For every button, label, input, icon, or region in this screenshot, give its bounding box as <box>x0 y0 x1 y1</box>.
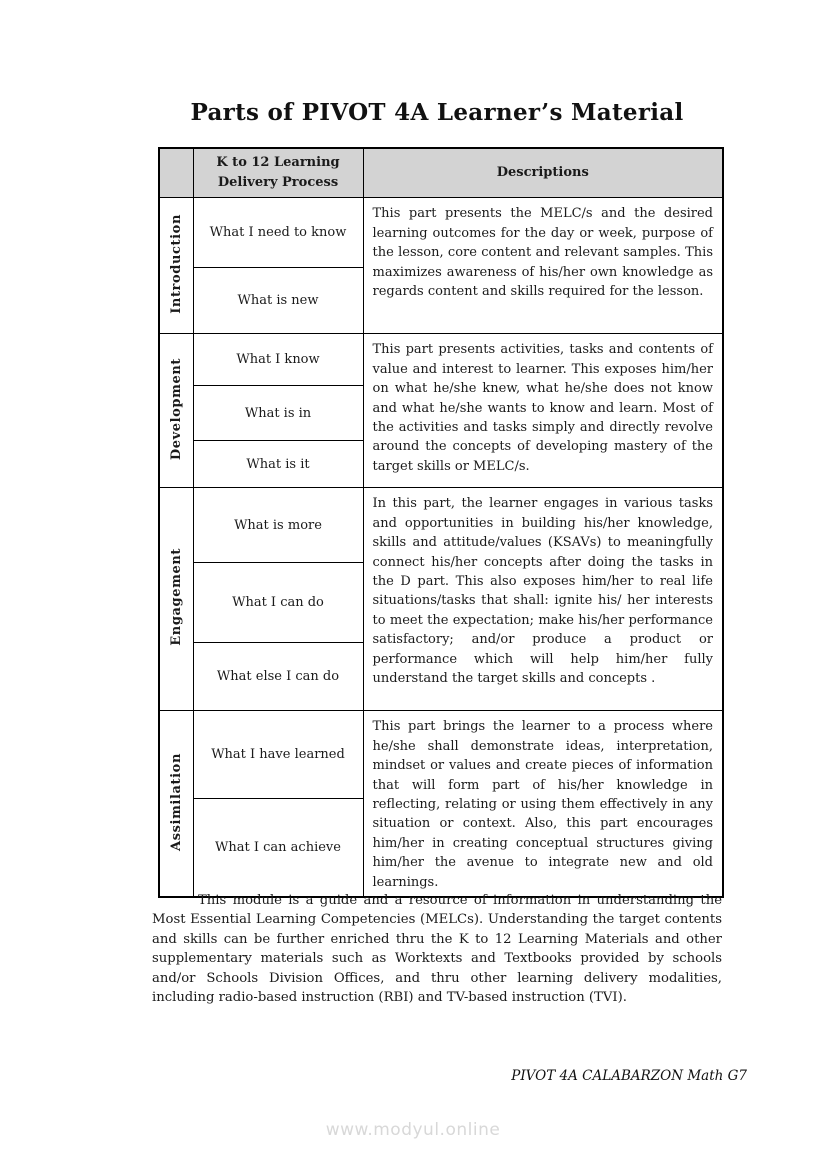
section-label-engagement: Engagement <box>168 548 184 647</box>
parts-table <box>158 147 724 898</box>
description-cell-development: This part presents activities, tasks and contents of value and interest to learner. This exposes him/her on what he/she knew, what he/she does not know and what he/she wants to know and learn. Most of the activities and tasks simply and directly revolve around the concepts of developing mastery of the target skills or MELC/s. <box>363 334 723 488</box>
page-footer: PIVOT 4A CALABARZON Math G7 <box>511 1068 747 1084</box>
table-row <box>159 488 723 563</box>
body-paragraph: This module is a guide and a resource of information in understanding the Most Essential Learning Competencies (MELCs). Understanding the target contents and skills can be further enriched thru the K to 12 Learning Materials and other supplementary materials such as Worktexts and Textbooks provided by schools and/or Schools Division Offices, and thru other learning delivery modalities, including radio-based instruction (RBI) and TV-based instruction (TVI). <box>152 893 722 1006</box>
header-descriptions-cell: Descriptions <box>363 148 723 198</box>
description-cell-engagement: In this part, the learner engages in various tasks and opportunities in building his/her knowledge, skills and attitude/values (KSAVs) to meaningfully connect his/her concepts after doing the tasks in the D part. This also exposes him/her to real life situations/tasks that shall: ignite his/ her interests to meet the expectation; make his/her performance satisfactory; and/or produce a product or performance which will help him/her fully understand the target skills and concepts . <box>363 488 723 711</box>
section-label-cell-engagement <box>159 488 193 711</box>
section-label-assimilation: Assimilation <box>168 752 184 851</box>
process-cell: What I have learned <box>193 711 363 798</box>
table-row <box>159 334 723 386</box>
process-cell: What else I can do <box>193 643 363 711</box>
description-cell-assimilation: This part brings the learner to a process where he/she shall demonstrate ideas, interpretation, mindset or values and create pieces of information that will form part of his/her knowledge in reflecting, relating or using them effectively in any situation or context. Also, this part encourages him/her in creating conceptual structures giving him/her the avenue to integrate new and old learnings. <box>363 711 723 897</box>
process-cell: What is in <box>193 386 363 441</box>
process-cell: What I know <box>193 334 363 386</box>
process-cell: What is more <box>193 488 363 563</box>
header-corner-cell <box>159 148 193 198</box>
section-label-introduction: Introduction <box>168 213 184 314</box>
section-label-cell-development <box>159 334 193 488</box>
table-row <box>159 198 723 268</box>
table-header-row <box>159 148 723 198</box>
section-label-cell-assimilation <box>159 711 193 897</box>
process-cell: What I can achieve <box>193 798 363 897</box>
process-cell: What is new <box>193 268 363 334</box>
process-cell: What is it <box>193 441 363 488</box>
description-cell-introduction: This part presents the MELC/s and the desired learning outcomes for the day or week, purpose of the lesson, core content and relevant samples. This maximizes awareness of his/her own knowledge as regards content and skills required for the lesson. <box>363 198 723 334</box>
process-cell: What I can do <box>193 563 363 643</box>
watermark: www.modyul.online <box>325 1120 501 1140</box>
table-row <box>159 711 723 798</box>
section-label-cell-introduction <box>159 198 193 334</box>
page-title: Parts of PIVOT 4A Learner’s Material <box>190 99 684 126</box>
process-cell: What I need to know <box>193 198 363 268</box>
header-process-cell: K to 12 Learning Delivery Process <box>193 148 363 198</box>
section-label-development: Development <box>168 357 184 460</box>
